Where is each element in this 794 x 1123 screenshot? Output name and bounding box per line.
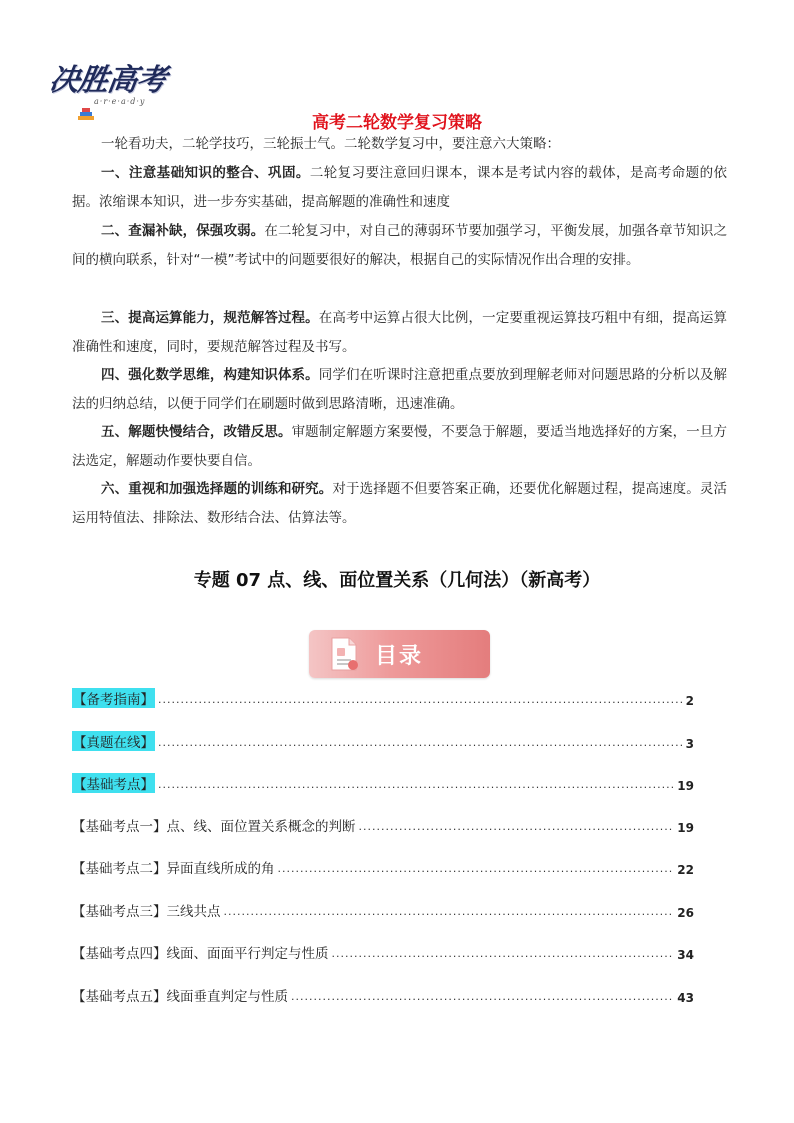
strategy-6-body: 对于选择题不但要答案正确，还要优化解题过程，提高速度。灵活运用特值法、排除法、数形结合法、估算法等。 bbox=[72, 481, 728, 526]
toc-item-page: 26 bbox=[677, 906, 694, 920]
toc-item-page: 2 bbox=[685, 694, 694, 708]
strategy-3-body: 在高考中运算占很大比例，一定要重视运算技巧粗中有细，提高运算准确性和速度，同时，要规范解答过程及书写。 bbox=[72, 310, 728, 355]
strategy-5 bbox=[72, 418, 727, 476]
strategy-3 bbox=[72, 304, 727, 362]
toc-leader bbox=[359, 821, 675, 832]
strategy-2-body: 在二轮复习中，对自己的薄弱环节要加强学习，平衡发展，加强各章节知识之间的横向联系，针对“一模”考试中的问题要很好的解决，根据自己的实际情况作出合理的安排。 bbox=[72, 223, 728, 268]
toc-item-5[interactable] bbox=[72, 855, 694, 877]
toc-item-title: 【基础考点三】三线共点 bbox=[72, 904, 221, 920]
toc-item-page: 3 bbox=[685, 737, 694, 751]
toc-item-page: 22 bbox=[677, 863, 694, 877]
toc-leader bbox=[158, 779, 674, 790]
toc-item-title: 【基础考点一】点、线、面位置关系概念的判断 bbox=[72, 819, 356, 835]
toc-leader bbox=[291, 991, 674, 1002]
toc-item-page: 34 bbox=[677, 948, 694, 962]
toc-item-title: 【基础考点二】异面直线所成的角 bbox=[72, 861, 275, 877]
toc-item-3[interactable] bbox=[72, 771, 694, 793]
strategy-2 bbox=[72, 217, 727, 275]
toc-item-title: 【基础考点】 bbox=[72, 773, 155, 793]
strategy-1-body: 二轮复习要注意回归课本，课本是考试内容的载体，是高考命题的依据。浓缩课本知识，进一步夯实基础，提高解题的准确性和速度 bbox=[72, 165, 728, 210]
logo-subtitle: a·r·e·a·d·y bbox=[94, 97, 146, 106]
document-icon bbox=[329, 636, 359, 672]
toc-leader bbox=[158, 694, 683, 705]
strategy-4-head: 四、强化数学思维，构建知识体系。 bbox=[101, 367, 319, 383]
toc-item-4[interactable] bbox=[72, 813, 694, 835]
toc-leader bbox=[224, 906, 675, 917]
toc-item-2[interactable] bbox=[72, 729, 694, 751]
toc-item-title: 【基础考点四】线面、面面平行判定与性质 bbox=[72, 946, 329, 962]
strategy-5-head: 五、解题快慢结合，改错反思。 bbox=[101, 424, 292, 440]
toc-leader bbox=[332, 948, 675, 959]
topic-title: 专题 07 点、线、面位置关系（几何法）（新高考） bbox=[193, 570, 601, 591]
toc-item-title: 【备考指南】 bbox=[72, 688, 155, 708]
toc-item-1[interactable] bbox=[72, 686, 694, 708]
strategy-4-body: 同学们在听课时注意把重点要放到理解老师对问题思路的分析以及解法的归纳总结，以便于同学们在刷题时做到思路清晰，迅速准确。 bbox=[72, 367, 728, 412]
strategy-3-head: 三、提高运算能力，规范解答过程。 bbox=[101, 310, 319, 326]
toc-item-page: 19 bbox=[677, 779, 694, 793]
toc-item-8[interactable] bbox=[72, 983, 694, 1005]
strategy-4 bbox=[72, 361, 727, 419]
logo-text: 决胜高考 bbox=[47, 63, 168, 98]
toc-label: 目录 bbox=[375, 644, 424, 669]
strategy-6 bbox=[72, 475, 727, 533]
toc-item-page: 19 bbox=[677, 821, 694, 835]
toc-item-7[interactable] bbox=[72, 940, 694, 962]
page-title: 高考二轮数学复习策略 bbox=[312, 113, 482, 133]
strategy-6-head: 六、重视和加强选择题的训练和研究。 bbox=[101, 481, 333, 497]
strategy-1-head: 一、注意基础知识的整合、巩固。 bbox=[101, 165, 310, 181]
toc-banner bbox=[309, 630, 490, 678]
intro-paragraph: 一轮看功夫，二轮学技巧，三轮振士气。二轮数学复习中，要注意六大策略： bbox=[101, 136, 560, 152]
strategy-2-head: 二、查漏补缺，保强攻弱。 bbox=[101, 223, 265, 239]
toc-item-6[interactable] bbox=[72, 898, 694, 920]
strategy-1 bbox=[72, 159, 727, 217]
toc-item-title: 【真题在线】 bbox=[72, 731, 155, 751]
toc-item-page: 43 bbox=[677, 991, 694, 1005]
toc-leader bbox=[158, 737, 683, 748]
toc-leader bbox=[278, 863, 675, 874]
toc-item-title: 【基础考点五】线面垂直判定与性质 bbox=[72, 989, 288, 1005]
strategy-5-body: 审题制定解题方案要慢，不要急于解题，要适当地选择好的方案，一旦方法选定，解题动作要快要自信。 bbox=[72, 424, 728, 469]
